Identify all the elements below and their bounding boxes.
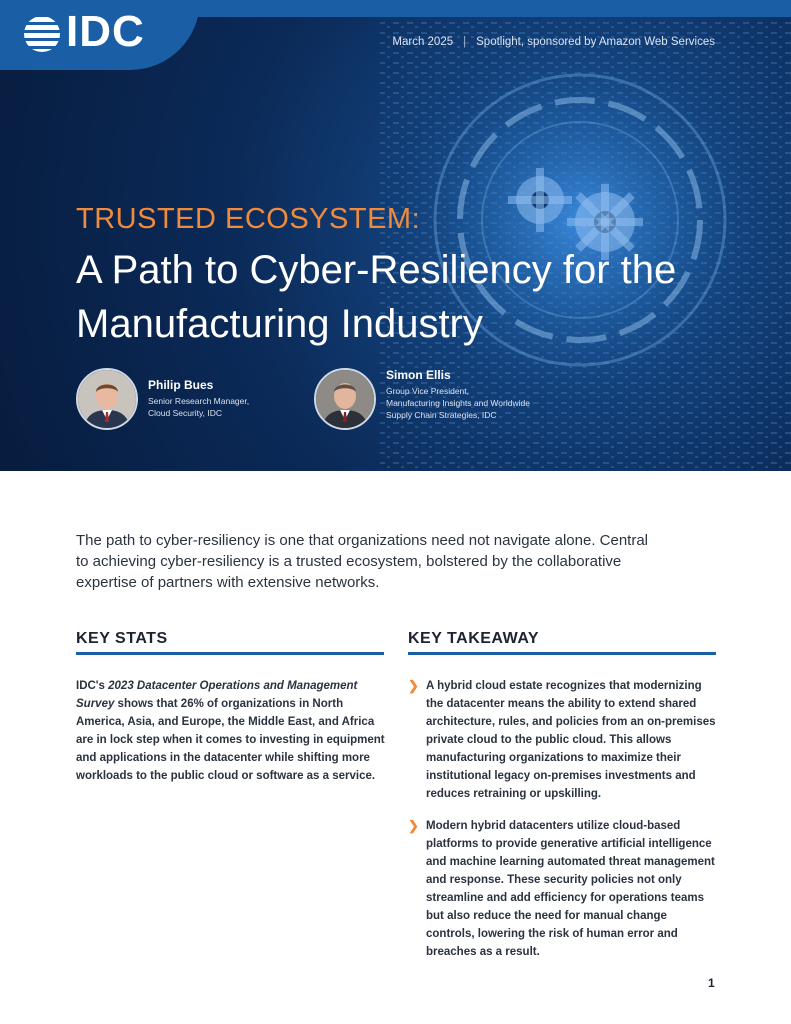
hero-banner bbox=[0, 0, 791, 471]
list-item: ❯ Modern hybrid datacenters utilize cloud-based platforms to provide generative artificial intelligence and machine learning automated threat management and response. These security policies not only streamline and add efficiency for operations teams but also reduce the need for manual change controls, lowering the risk of human error and breaches as a result. bbox=[408, 818, 715, 958]
intro-paragraph: The path to cyber-resiliency is one that organizations need not navigate alone. Central to achieving cyber-resiliency is a trusted ecosystem, bolstered by the collaborative expertise of partners with extensive networks. bbox=[76, 532, 649, 591]
list-item: ❯ A hybrid cloud estate recognizes that modernizing the datacenter means the ability to extend shared architecture, rules, and policies from an on-premises private cloud to the public cloud. This allows manufacturing organizations to maximize their institutional legacy on-premises investments and reduces retraining or upskilling. bbox=[408, 678, 716, 800]
report-title: A Path to Cyber-Resiliency for the Manufacturing Industry bbox=[76, 248, 677, 346]
author-name: Simon Ellis bbox=[386, 368, 451, 382]
key-takeaway-list bbox=[408, 677, 718, 975]
author-role: Group Vice President, Manufacturing Insights and Worldwide Supply Chain Strategies, IDC bbox=[386, 386, 530, 420]
key-takeaway-rule bbox=[408, 652, 716, 655]
author-role: Senior Research Manager, Cloud Security, IDC bbox=[148, 396, 250, 418]
publish-date: March 2025 bbox=[392, 36, 454, 48]
page-number: 1 bbox=[708, 976, 715, 990]
sponsor-note: Spotlight, sponsored by Amazon Web Services bbox=[476, 36, 715, 48]
header-meta bbox=[392, 36, 715, 48]
key-stats-text: IDC's 2023 Datacenter Operations and Management Survey shows that 26% of organizations in North America, Asia, and Europe, the Middle East, and Africa are in lock step when it comes to investing in equipment and applications in the datacenter while shifting more workloads to the public cloud or software as a service. bbox=[76, 680, 385, 782]
author-philip-bues bbox=[76, 368, 249, 430]
chevron-right-icon: ❯ bbox=[408, 678, 419, 693]
survey-name: 2023 Datacenter Operations and Management Survey bbox=[76, 680, 358, 710]
report-kicker: TRUSTED ECOSYSTEM: bbox=[76, 203, 421, 235]
key-takeaway-heading: KEY TAKEAWAY bbox=[408, 630, 540, 647]
avatar bbox=[76, 368, 138, 430]
idc-logo-stripes-icon bbox=[22, 14, 62, 54]
author-simon-ellis bbox=[314, 368, 530, 430]
author-name: Philip Bues bbox=[148, 378, 214, 392]
avatar bbox=[314, 368, 376, 430]
meta-separator: | bbox=[463, 36, 467, 48]
chevron-right-icon: ❯ bbox=[408, 818, 419, 833]
key-stats-rule bbox=[76, 652, 384, 655]
key-stats-heading: KEY STATS bbox=[76, 630, 168, 647]
logo-wordmark: IDC bbox=[66, 7, 145, 56]
